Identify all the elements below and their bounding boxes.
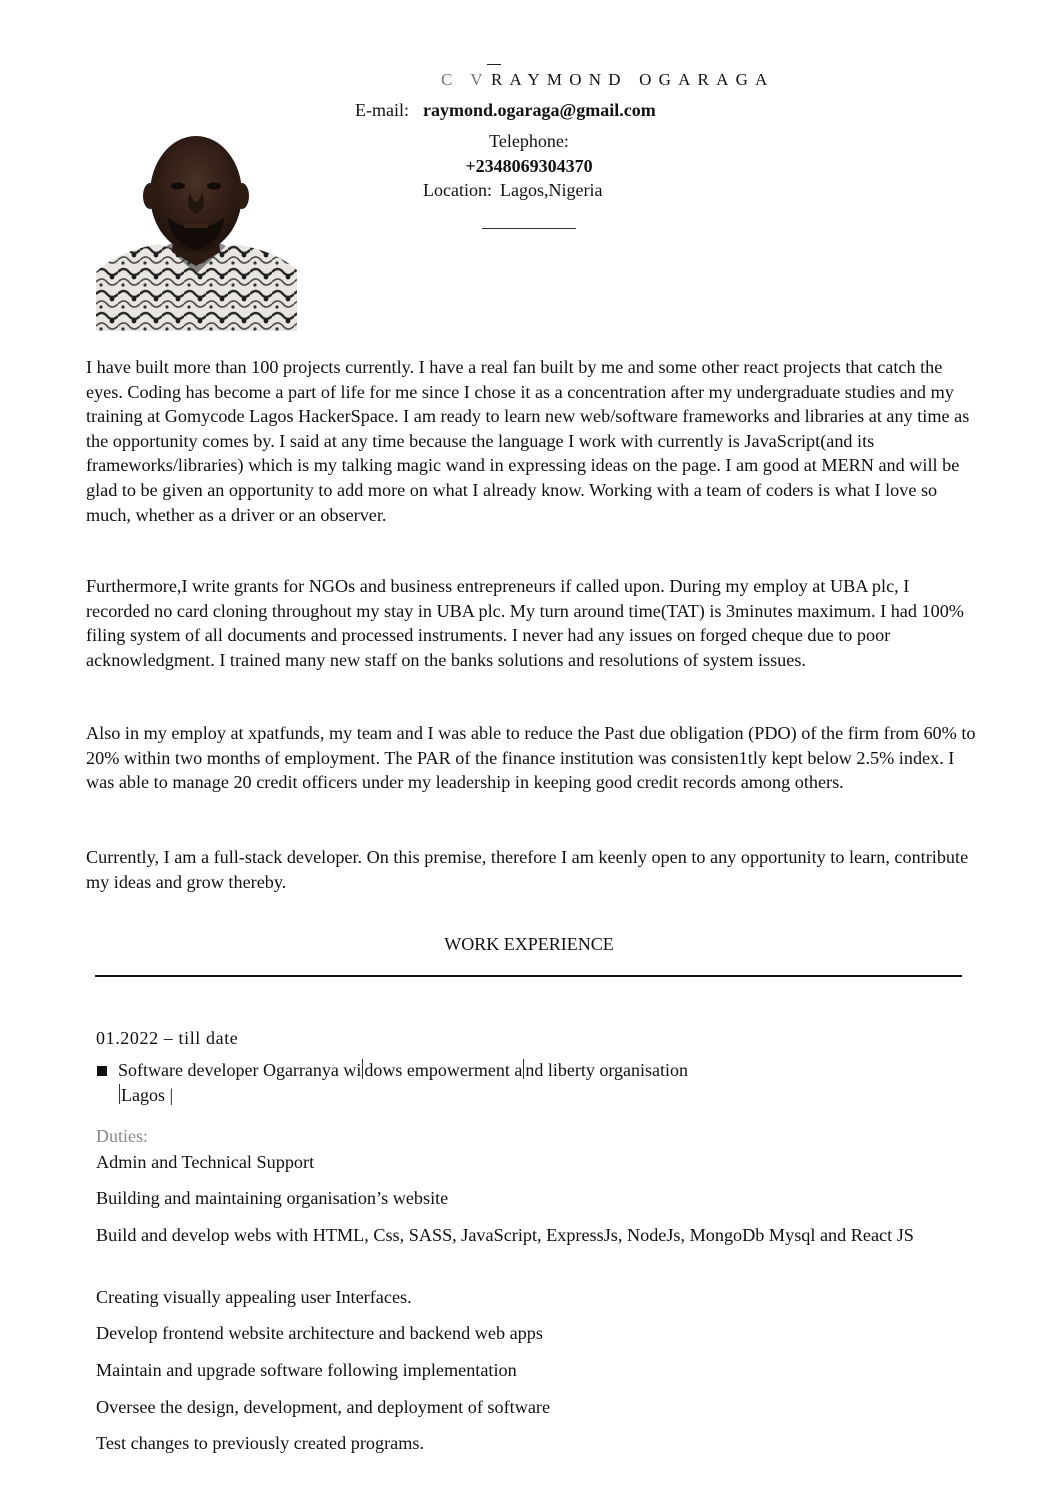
text-cursor-mark — [119, 1084, 120, 1104]
cv-label: C V — [441, 70, 490, 89]
location-label: Location: — [423, 180, 492, 200]
duty-item: Oversee the design, development, and deployment of software — [96, 1397, 551, 1417]
duties-label: Duties: — [96, 1126, 148, 1146]
summary-paragraph-1: I have built more than 100 projects currently. I have a real fan built by me and some other react projects that catch the eyes. Coding has become a part of life for me since I chose it as a concentration after my undergraduate studies and my training at Gomycode Lagos HackerSpace. I am ready to learn new web/software frameworks and libraries at any time as the opportunity comes by. I said at any time because the language I work with currently is JavaScript(and its frameworks/libraries) which is my talking magic wand in expressing ideas on the page. I am good at MERN and will be glad to be given an opportunity to add more on what I already know. Working with a team of coders is what I love so much, whether as a driver or an observer. — [86, 357, 970, 525]
work-experience-heading: WORK EXPERIENCE — [444, 934, 614, 954]
email-row — [355, 100, 656, 121]
summary-paragraph-3: Also in my employ at xpatfunds, my team and I was able to reduce the Past due obligation (PDO) of the firm from 60% to 20% within two months of employment. The PAR of the finance institution was consisten1tly kept below 2.5% index. I was able to manage 20 credit officers under my leadership in keeping good credit records among others. — [86, 723, 976, 793]
job-title-part-2: dows empowerment a — [364, 1060, 523, 1080]
duty-item: Maintain and upgrade software following implementation — [96, 1360, 517, 1380]
header-divider — [482, 228, 576, 229]
job-date: 01.2022 – till date — [96, 1028, 239, 1048]
email-label: E-mail: — [355, 100, 409, 120]
telephone-value[interactable]: +2348069304370 — [465, 156, 593, 176]
duty-item: Creating visually appealing user Interfaces. — [96, 1287, 412, 1307]
email-value[interactable]: raymond.ogaraga@gmail.com — [422, 100, 656, 120]
square-bullet-icon — [97, 1066, 107, 1076]
location-row — [423, 180, 602, 201]
duty-item: Admin and Technical Support — [96, 1152, 315, 1172]
telephone-label: Telephone: — [489, 131, 569, 151]
duty-item: Build and develop webs with HTML, Css, SASS, JavaScript, ExpressJs, NodeJs, MongoDb Mysql and React JS — [96, 1225, 914, 1245]
duty-item: Building and maintaining organisation’s website — [96, 1188, 449, 1208]
profile-photo — [96, 134, 297, 331]
duty-item: Test changes to previously created programs. — [96, 1433, 425, 1453]
job-title-part-3: nd liberty organisation — [525, 1060, 689, 1080]
duty-item: Develop frontend website architecture and backend web apps — [96, 1323, 543, 1343]
summary-paragraph-2: Furthermore,I write grants for NGOs and business entrepreneurs if called upon. During my employ at UBA plc, I recorded no card cloning throughout my stay in UBA plc. My turn around time(TAT) is 3minutes maximum. I had 100% filing system of all documents and processed instruments. I never had any issues on forged cheque due to poor acknowledgment. I trained many new staff on the banks solutions and resolutions of system issues. — [86, 576, 964, 670]
section-divider — [95, 975, 962, 977]
job-title-part-1: Software developer Ogarranya wi — [118, 1060, 362, 1080]
summary-paragraph-4: Currently, I am a full-stack developer. On this premise, therefore I am keenly open to any opportunity to learn, contribute my ideas and grow thereby. — [86, 847, 969, 892]
job-location: Lagos | — [121, 1085, 174, 1105]
full-name: RAYMOND OGARAGA — [491, 70, 775, 89]
header-dash — [487, 64, 501, 65]
location-value: Lagos,Nigeria — [499, 180, 603, 200]
job-title — [118, 1058, 838, 1108]
